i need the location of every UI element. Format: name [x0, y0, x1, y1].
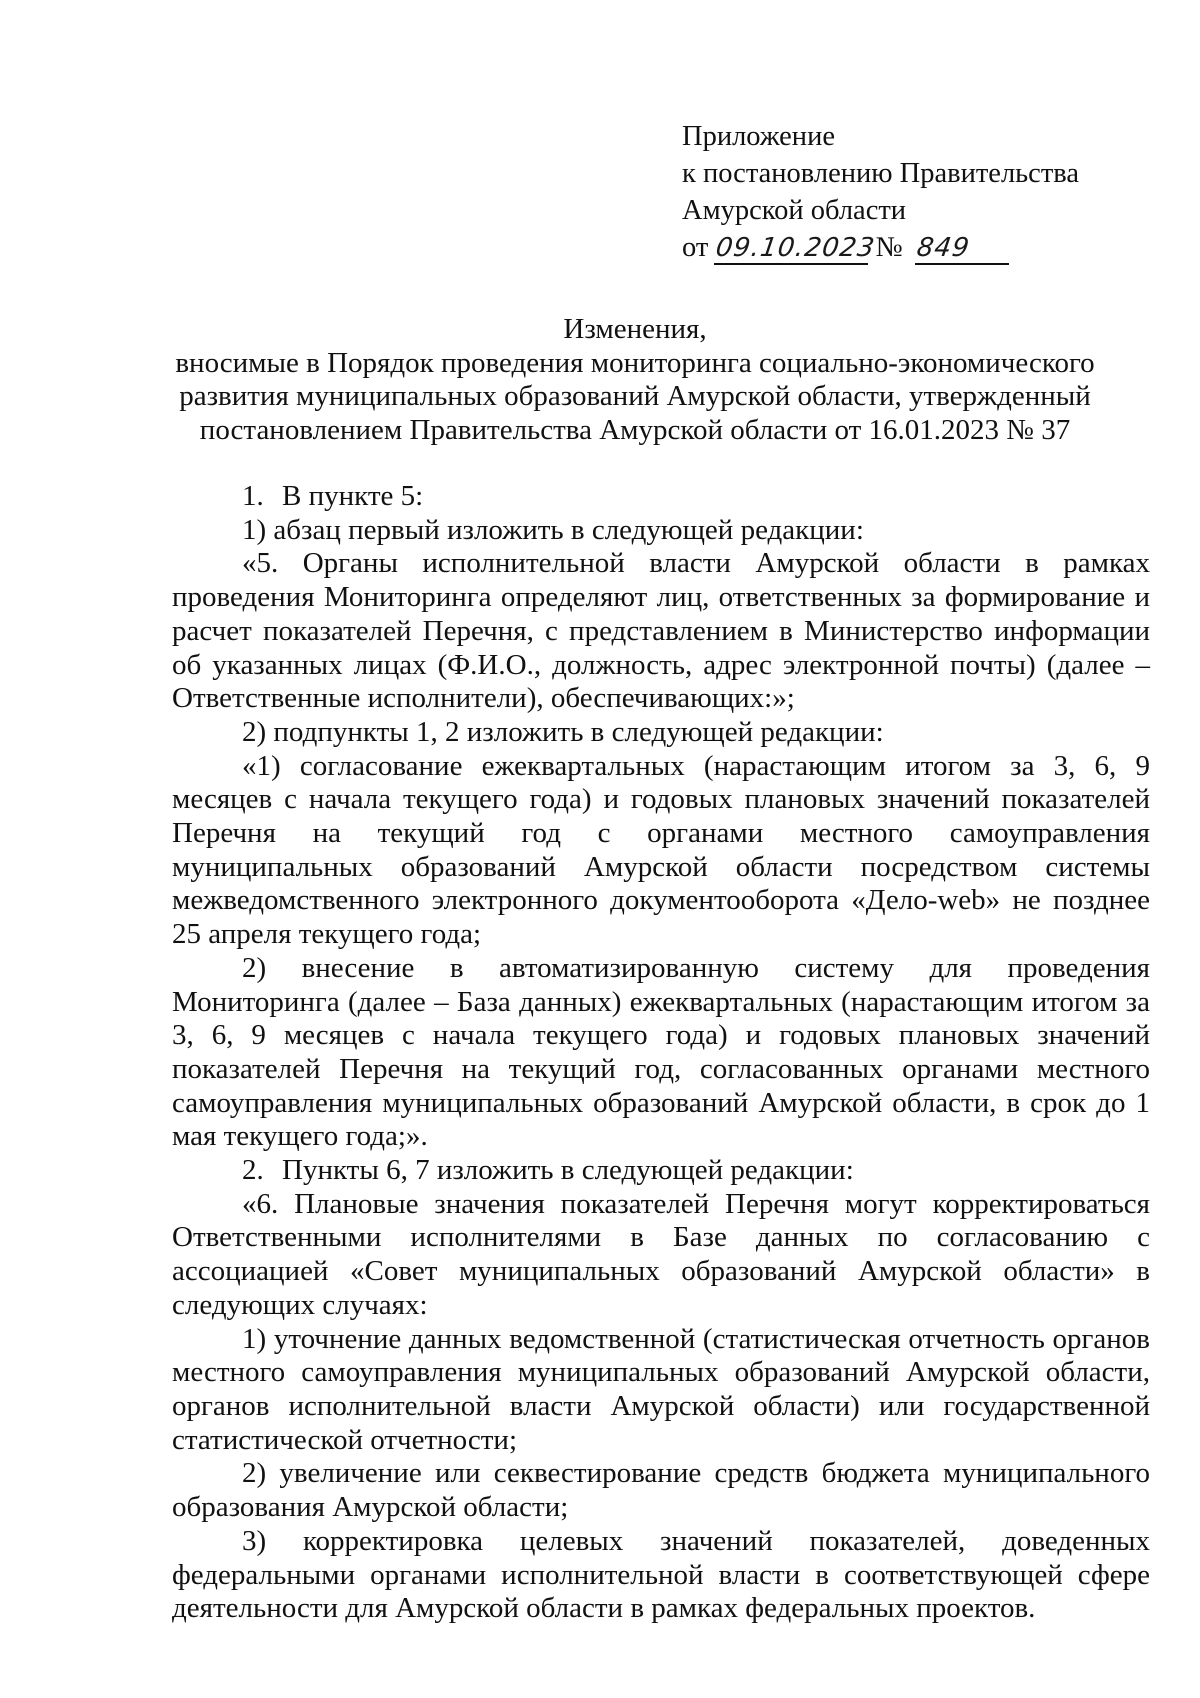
- appendix-region-line: Амурской области: [682, 195, 907, 226]
- paragraph: 1) абзац первый изложить в следующей редакции:: [242, 513, 864, 546]
- document-subtitle-line-3: постановлением Правительства Амурской области от 16.01.2023 № 37: [199, 413, 1071, 446]
- item-text: Пункты 6, 7 изложить в следующей редакции:: [282, 1154, 854, 1187]
- document-subtitle-line-1: вносимые в Порядок проведения мониторинга социально-экономического: [175, 346, 1095, 379]
- document-heading: Изменения,: [563, 313, 707, 345]
- paragraph: 2) внесение в автоматизированную систему для проведения Мониторинга (далее – База данных) ежеквартальных (нарастающим итогом за 3, 6, 9 месяцев с начала текущего года) и годовых плановых значений показателей Перечня на текущий год, согласованных органами местного самоуправления муниципальных образований Амурской области, в срок до 1 мая текущего года;».: [172, 951, 1150, 1153]
- item-text: В пункте 5:: [282, 480, 424, 512]
- paragraph: 2) увеличение или секвестирование средств бюджета муниципального образования Амурской области;: [172, 1457, 1150, 1524]
- date-field: [714, 233, 878, 265]
- appendix-title: Приложение: [682, 121, 835, 152]
- numbered-item-2: [172, 1154, 1150, 1188]
- paragraph: «1) согласование ежеквартальных (нарастающим итогом за 3, 6, 9 месяцев с начала текущего года) и годовых плановых значений показателей Перечня на текущий год с органами местного самоуправления муниципальных образований Амурской области посредством системы межведомственного электронного документооборота «Дело-web» не позднее 25 апреля текущего года;: [172, 749, 1150, 951]
- appendix-date-number-line: [682, 229, 1152, 266]
- document-subtitle-line-2: развития муниципальных образований Амурской области, утвержденный: [179, 380, 1091, 413]
- handwritten-date: 09.10.2023: [714, 233, 878, 263]
- from-label: от: [682, 232, 709, 263]
- paragraph: 1) уточнение данных ведомственной (статистическая отчетность органов местного самоуправления муниципальных образований Амурской области, органов исполнительной власти Амурской области) или государственной статистической отчетности;: [172, 1322, 1150, 1456]
- document-title-block: [170, 313, 1100, 447]
- item-number: 2.: [242, 1154, 264, 1187]
- paragraph: «5. Органы исполнительной власти Амурской области в рамках проведения Мониторинга определяют лиц, ответственных за формирование и расчет показателей Перечня, с представлением в Министерство информации об указанных лицах (Ф.И.О., должность, адрес электронной почты) (далее – Ответственные исполнители), обеспечивающих:»;: [172, 547, 1150, 715]
- appendix-header: [682, 118, 1152, 266]
- paragraph: 2) подпункты 1, 2 изложить в следующей редакции:: [242, 715, 884, 748]
- paragraph: 3) корректировка целевых значений показателей, доведенных федеральными органами исполнительной власти в соответствующей сфере деятельности для Амурской области в рамках федеральных проектов.: [172, 1524, 1150, 1625]
- appendix-resolution-line: к постановлению Правительства: [682, 158, 1080, 189]
- paragraph: «6. Плановые значения показателей Перечня могут корректироваться Ответственными исполнителями в Базе данных по согласованию с ассоциацией «Совет муниципальных образований Амурской области» в следующих случаях:: [172, 1187, 1150, 1321]
- number-label: №: [875, 232, 903, 263]
- document-body: [172, 480, 1150, 1626]
- handwritten-number: 849: [914, 233, 972, 263]
- number-field: [915, 233, 1009, 265]
- numbered-item-1: [172, 480, 1150, 514]
- item-number: 1.: [242, 480, 264, 512]
